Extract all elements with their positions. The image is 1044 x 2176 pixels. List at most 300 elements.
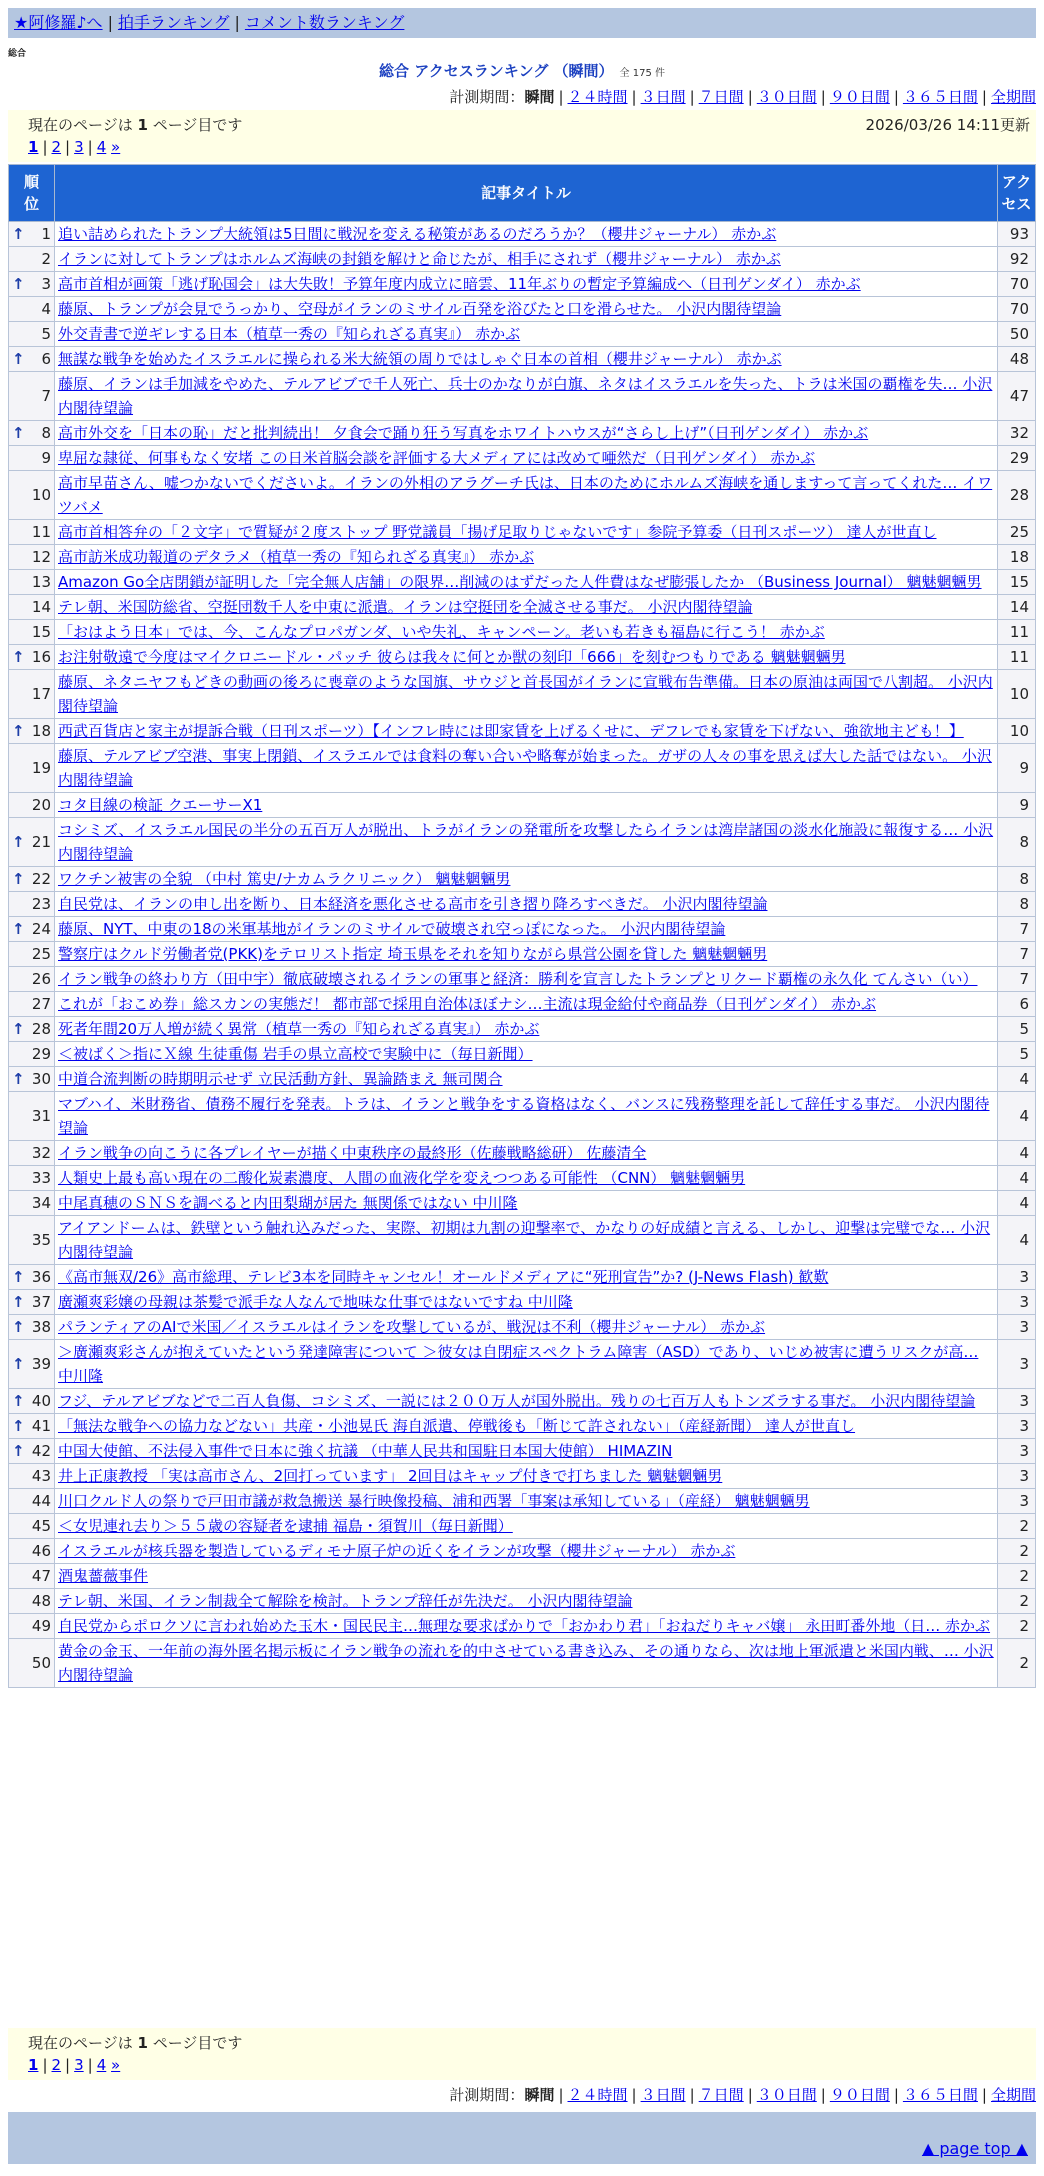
article-title-link[interactable]: 藤原、トランプが会見でうっかり、空母がイランのミサイル百発を浴びたと口を滑らせた。 小沢内閣待望論 (58, 300, 782, 318)
rank-number: 36 (31, 1268, 51, 1286)
rank-up-arrow-icon: ↑ (12, 833, 25, 851)
rank-number: 15 (31, 623, 51, 641)
rank-up-arrow-icon: ↑ (12, 1070, 25, 1088)
period-link-4[interactable]: ３０日間 (756, 88, 817, 106)
pager-next-link[interactable]: » (111, 2056, 121, 2074)
period-link-5[interactable]: ９０日間 (829, 88, 890, 106)
rank-cell (9, 1614, 55, 1639)
table-row (9, 670, 1036, 719)
pager-current-page[interactable]: 1 (28, 2056, 39, 2074)
rank-up-arrow-icon: ↑ (12, 275, 25, 293)
title-cell (55, 670, 998, 719)
pager-page-3[interactable]: 3 (74, 138, 84, 156)
access-count: 7 (998, 942, 1036, 967)
article-title-link[interactable]: 川口クルド人の祭りで戸田市議が救急搬送 暴行映像投稿、浦和西署「事案は承知している」（産経） 魑魅魍魎男 (58, 1492, 810, 1510)
pager-page-2[interactable]: 2 (51, 138, 62, 156)
access-count: 7 (998, 917, 1036, 942)
rank-cell (9, 1589, 55, 1614)
nav-link-clap-ranking[interactable]: 拍手ランキング (117, 13, 230, 32)
header-count-label: アク セス (1001, 173, 1032, 213)
rank-cell (9, 719, 55, 744)
rank-number: 29 (31, 1045, 51, 1063)
table-row (9, 1265, 1036, 1290)
page-info-bottom (8, 2028, 1036, 2080)
rank-cell (9, 892, 55, 917)
title-cell (55, 1539, 998, 1564)
access-count: 47 (998, 372, 1036, 421)
table-row (9, 1141, 1036, 1166)
article-title-link[interactable]: マブハイ、米財務省、債務不履行を発表。トラは、イランと戦争をする資格はなく、バンスに残務整理を託して辞任する事だ。 小沢内閣待望論 (58, 1095, 990, 1137)
period-link-6[interactable]: ３６５日間 (902, 2086, 978, 2104)
access-count: 50 (998, 322, 1036, 347)
rank-number: 17 (31, 685, 51, 703)
title-cell (55, 272, 998, 297)
pager-separator: | (87, 138, 93, 156)
period-link-7[interactable]: 全期間 (990, 2086, 1036, 2104)
access-count: 3 (998, 1439, 1036, 1464)
rank-up-arrow-icon: ↑ (12, 1318, 25, 1336)
rank-number: 28 (31, 1020, 51, 1038)
title-cell (55, 744, 998, 793)
table-row (9, 744, 1036, 793)
article-title-link[interactable]: 藤原、ネタニヤフもどきの動画の後ろに喪章のような国旗、サウジと首長国がイランに宣戦布告準備。日本の原油は両国で八割超。 小沢内閣待望論 (58, 673, 993, 715)
rank-up-arrow-icon: ↑ (12, 424, 25, 442)
rank-up-arrow-icon: ↑ (12, 1293, 25, 1311)
article-title-link[interactable]: お注射敬遠で今度はマイクロニードル・パッチ 彼らは我々に何とか獣の刻印「666」を刻むつもりである 魑魅魍魎男 (58, 648, 846, 666)
rank-cell (9, 1514, 55, 1539)
title-cell (55, 222, 998, 247)
table-row (9, 867, 1036, 892)
article-title-link[interactable]: アイアンドームは、鉄壁という触れ込みだった、実際、初期は九割の迎撃率で、かなりの好成績と言える、しかし、迎撃は完璧でな… 小沢内閣待望論 (58, 1219, 991, 1261)
title-cell (55, 520, 998, 545)
rank-number: 7 (41, 387, 51, 405)
rank-up-arrow-icon: ↑ (12, 225, 25, 243)
rank-up-arrow-icon: ↑ (12, 648, 25, 666)
access-count: 10 (998, 719, 1036, 744)
table-row (9, 272, 1036, 297)
access-count: 2 (998, 1514, 1036, 1539)
article-title-link[interactable]: 人類史上最も高い現在の二酸化炭素濃度、人間の血液化学を変えつつある可能性 （CNN） 魑魅魍魎男 (58, 1169, 746, 1187)
footer-bar (8, 2112, 1036, 2164)
article-title-link[interactable]: ワクチン被害の全貌 （中村 篤史/ナカムラクリニック） 魑魅魍魎男 (58, 870, 511, 888)
access-count: 2 (998, 1564, 1036, 1589)
table-row (9, 372, 1036, 421)
article-title-link[interactable]: 西武百貨店と家主が提訴合戦（日刊スポーツ）【インフレ時には即家賃を上げるくせに、デフレでも家賃を下げない、強欲地主ども！】 (58, 722, 964, 740)
period-selector-top (449, 86, 1036, 107)
period-selector-bottom (449, 2084, 1036, 2105)
period-separator: | (689, 2086, 695, 2104)
table-row (9, 620, 1036, 645)
period-link-2[interactable]: ３日間 (640, 2086, 686, 2104)
article-title-link[interactable]: 死者年間20万人増が続く異常（植草一秀の『知られざる真実』） 赤かぶ (58, 1020, 540, 1038)
rank-number: 6 (41, 350, 51, 368)
rank-number: 46 (31, 1542, 51, 1560)
nav-link-home[interactable]: ★阿修羅♪へ (14, 13, 103, 32)
period-separator: | (893, 88, 899, 106)
rank-cell (9, 545, 55, 570)
access-count: 4 (998, 1191, 1036, 1216)
table-row (9, 520, 1036, 545)
rank-cell (9, 1539, 55, 1564)
article-title-link[interactable]: 藤原、イランは手加減をやめた、テルアビブで千人死亡、兵士のかなりが白旗、ネタはイスラエルを失った、トラは米国の覇権を失… 小沢内閣待望論 (58, 375, 993, 417)
access-count: 3 (998, 1265, 1036, 1290)
title-cell (55, 1564, 998, 1589)
pager-page-2[interactable]: 2 (51, 2056, 62, 2074)
title-cell (55, 322, 998, 347)
rank-cell (9, 1092, 55, 1141)
access-count: 2 (998, 1639, 1036, 1688)
nav-separator: | (234, 13, 240, 32)
period-label: 計測期間： (449, 88, 525, 106)
article-title-link[interactable]: 藤原、テルアビブ空港、事実上閉鎖、イスラエルでは食料の奪い合いや略奪が始まった。ガザの人々の事を思えば大した話ではない。 小沢内閣待望論 (58, 747, 992, 789)
access-count: 9 (998, 744, 1036, 793)
title-cell (55, 1166, 998, 1191)
table-row (9, 545, 1036, 570)
table-row (9, 247, 1036, 272)
article-title-link[interactable]: 酒鬼薔薇事件 (58, 1567, 149, 1585)
article-title-link[interactable]: 卑屈な隷従、何事もなく安堵 この日米首脳会談を評価する大メディアには改めて唖然だ（日刊ゲンダイ） 赤かぶ (58, 449, 816, 467)
pager-page-4[interactable]: 4 (96, 2056, 107, 2074)
table-row (9, 471, 1036, 520)
rank-number: 32 (31, 1144, 51, 1162)
article-title-link[interactable]: 「おはよう日本」では、今、こんなプロパガンダ、いや失礼、キャンペーン。老いも若きも福島に行こう！ 赤かぶ (58, 623, 825, 641)
table-row (9, 1464, 1036, 1489)
total-count: 全 175 件 (619, 68, 665, 79)
rank-cell (9, 967, 55, 992)
pager-next-link[interactable]: » (111, 138, 121, 156)
access-count: 25 (998, 520, 1036, 545)
article-title-link[interactable]: 外交青書で逆ギレする日本（植草一秀の『知られざる真実』） 赤かぶ (58, 325, 521, 343)
rank-cell (9, 595, 55, 620)
rank-cell (9, 272, 55, 297)
table-row (9, 892, 1036, 917)
rank-cell (9, 942, 55, 967)
article-title-link[interactable]: ＜女児連れ去り＞５５歳の容疑者を逮捕 福島・須賀川（毎日新聞） (58, 1517, 513, 1535)
title-cell (55, 1489, 998, 1514)
title-cell (55, 1340, 998, 1389)
pager-separator: | (42, 138, 48, 156)
period-link-6[interactable]: ３６５日間 (902, 88, 978, 106)
pager-separator: | (87, 2056, 93, 2074)
header-rank (9, 165, 55, 222)
table-row (9, 222, 1036, 247)
rank-number: 3 (41, 275, 51, 293)
page-title-block (0, 60, 1044, 81)
article-title-link[interactable]: イスラエルが核兵器を製造しているディモナ原子炉の近くをイランが攻撃（櫻井ジャーナル） 赤かぶ (58, 1542, 736, 1560)
rank-number: 44 (31, 1492, 51, 1510)
rank-cell (9, 620, 55, 645)
period-link-5[interactable]: ９０日間 (829, 2086, 890, 2104)
rank-cell (9, 917, 55, 942)
article-title-link[interactable]: 中国大使館、不法侵入事件で日本に強く抗議 （中華人民共和国駐日本国大使館） HIMAZIN (58, 1442, 673, 1460)
article-title-link[interactable]: 「無法な戦争への協力などない」共産・小池晃氏 海自派遣、停戦後も「断じて許されない」（産経新聞） 達人が世直し (58, 1417, 856, 1435)
updated-timestamp: 2026/03/26 14:11更新 (865, 116, 1030, 134)
current-page-text: 現在のページは 1 ページ目です (28, 2034, 243, 2052)
article-title-link[interactable]: ＜被ばく＞指にＸ線 生徒重傷 岩手の県立高校で実験中に（毎日新聞） (58, 1045, 533, 1063)
title-cell (55, 645, 998, 670)
current-page-number: 1 (137, 116, 148, 134)
article-title-link[interactable]: 無謀な戦争を始めたイスラエルに操られる米大統領の周りではしゃぐ日本の首相（櫻井ジャーナル） 赤かぶ (58, 350, 782, 368)
rank-number: 23 (31, 895, 51, 913)
title-cell (55, 1042, 998, 1067)
rank-cell (9, 297, 55, 322)
period-link-3[interactable]: ７日間 (698, 2086, 744, 2104)
rank-up-arrow-icon: ↑ (12, 1020, 25, 1038)
title-cell (55, 719, 998, 744)
rank-number: 20 (31, 796, 51, 814)
table-row (9, 1017, 1036, 1042)
access-count: 5 (998, 1017, 1036, 1042)
rank-number: 11 (31, 523, 51, 541)
rank-number: 42 (31, 1442, 51, 1460)
title-cell (55, 1191, 998, 1216)
table-row (9, 1414, 1036, 1439)
access-count: 3 (998, 1340, 1036, 1389)
rank-cell (9, 247, 55, 272)
rank-number: 45 (31, 1517, 51, 1535)
title-cell (55, 942, 998, 967)
rank-number: 47 (31, 1567, 51, 1585)
article-title-link[interactable]: イラン戦争の終わり方（田中宇）徹底破壊されるイランの軍事と経済：勝利を宣言したトランプとリクード覇権の永久化 てんさい（い） (58, 970, 978, 988)
pager-page-4[interactable]: 4 (96, 138, 107, 156)
title-cell (55, 793, 998, 818)
rank-up-arrow-icon: ↑ (12, 920, 25, 938)
rank-up-arrow-icon: ↑ (12, 1355, 25, 1373)
rank-cell (9, 1216, 55, 1265)
article-title-link[interactable]: コシミズ、イスラエル国民の半分の五百万人が脱出、トラがイランの発電所を攻撃したらイランは湾岸諸国の淡水化施設に報復する… 小沢内閣待望論 (58, 821, 994, 863)
title-cell (55, 595, 998, 620)
current-page-number: 1 (137, 2034, 148, 2052)
rank-up-arrow-icon: ↑ (12, 1392, 25, 1410)
period-separator: | (981, 88, 987, 106)
access-count: 4 (998, 1067, 1036, 1092)
table-row (9, 793, 1036, 818)
article-title-link[interactable]: 追い詰められたトランプ大統領は5日間に戦況を変える秘策があるのだろうか？（櫻井ジャーナル） 赤かぶ (58, 225, 777, 243)
rank-cell (9, 1017, 55, 1042)
table-row (9, 446, 1036, 471)
table-row (9, 1389, 1036, 1414)
title-cell (55, 1141, 998, 1166)
rank-cell (9, 1315, 55, 1340)
rank-cell (9, 1067, 55, 1092)
title-cell (55, 1464, 998, 1489)
article-title-link[interactable]: これが「おこめ券」総スカンの実態だ！ 都市部で採用自治体ほぼナシ…主流は現金給付や商品券（日刊ゲンダイ） 赤かぶ (58, 995, 877, 1013)
title-cell (55, 1017, 998, 1042)
rank-number: 35 (31, 1231, 51, 1249)
access-count: 4 (998, 1216, 1036, 1265)
table-row (9, 942, 1036, 967)
rank-number: 21 (31, 833, 51, 851)
article-title-link[interactable]: 中道合流判断の時期明示せず 立民活動方針、異論踏まえ 無司関合 (58, 1070, 503, 1088)
article-title-link[interactable]: 《高市無双/26》高市総理、テレビ3本を同時キャンセル！オールドメディアに“死刑宣告”か? (J-News Flash) 歓歎 (58, 1268, 829, 1286)
period-separator: | (689, 88, 695, 106)
table-row (9, 595, 1036, 620)
pager-current-page[interactable]: 1 (28, 138, 39, 156)
table-row (9, 1216, 1036, 1265)
table-row (9, 1166, 1036, 1191)
table-row (9, 1067, 1036, 1092)
title-cell (55, 1216, 998, 1265)
rank-up-arrow-icon: ↑ (12, 1417, 25, 1435)
access-count: 11 (998, 620, 1036, 645)
access-count: 70 (998, 272, 1036, 297)
rank-cell (9, 1141, 55, 1166)
access-count: 3 (998, 1464, 1036, 1489)
article-title-link[interactable]: イラン戦争の向こうに各プレイヤーが描く中東秩序の最終形（佐藤戦略総研） 佐藤清全 (58, 1144, 647, 1162)
title-cell (55, 570, 998, 595)
access-count: 2 (998, 1589, 1036, 1614)
article-title-link[interactable]: 警察庁はクルド労働者党(PKK)をテロリスト指定 埼玉県をそれを知りながら県営公園を貸した 魑魅魍魎男 (58, 945, 768, 963)
rank-cell (9, 347, 55, 372)
table-row (9, 1340, 1036, 1389)
rank-number: 16 (31, 648, 51, 666)
article-title-link[interactable]: 井上正康教授 「実は高市さん、2回打っています」 2回目はキャップ付きで打ちました 魑魅魍魎男 (58, 1467, 723, 1485)
rank-cell (9, 1389, 55, 1414)
rank-cell (9, 1290, 55, 1315)
period-link-2[interactable]: ３日間 (640, 88, 686, 106)
access-count: 3 (998, 1389, 1036, 1414)
table-row (9, 1589, 1036, 1614)
table-row (9, 1639, 1036, 1688)
article-title-link[interactable]: パランティアのAIで米国／イスラエルはイランを攻撃しているが、戦況は不利（櫻井ジャーナル） 赤かぶ (58, 1318, 766, 1336)
article-title-link[interactable]: 高市早苗さん、嘘つかないでくださいよ。イランの外相のアラグーチ氏は、日本のためにホルムズ海峡を通しますって言ってくれた… イワツバメ (58, 474, 993, 516)
title-cell (55, 620, 998, 645)
table-row (9, 1191, 1036, 1216)
period-link-1[interactable]: ２４時間 (567, 88, 628, 106)
rank-number: 48 (31, 1592, 51, 1610)
article-title-link[interactable]: イランに対してトランプはホルムズ海峡の封鎖を解けと命じたが、相手にされず（櫻井ジャーナル） 赤かぶ (58, 250, 781, 268)
access-count: 8 (998, 867, 1036, 892)
header-rank-label: 順 位 (23, 173, 39, 213)
rank-number: 8 (41, 424, 51, 442)
rank-number: 24 (31, 920, 51, 938)
title-cell (55, 1639, 998, 1688)
rank-cell (9, 372, 55, 421)
page-top-link[interactable]: ▲ page top ▲ (921, 2139, 1028, 2158)
article-title-link[interactable]: 高市首相答弁の「２文字」で質疑が２度ストップ 野党議員「揚げ足取りじゃないです」参院予算委（日刊スポーツ） 達人が世直し (58, 523, 937, 541)
rank-cell (9, 793, 55, 818)
access-count: 32 (998, 421, 1036, 446)
rank-number: 18 (31, 722, 51, 740)
table-row (9, 1564, 1036, 1589)
access-count: 15 (998, 570, 1036, 595)
rank-number: 9 (41, 449, 51, 467)
period-separator: | (981, 2086, 987, 2104)
title-cell (55, 471, 998, 520)
current-page-text: 現在のページは 1 ページ目です (28, 116, 243, 134)
period-link-7[interactable]: 全期間 (990, 88, 1036, 106)
article-title-link[interactable]: Amazon Go全店閉鎖が証明した「完全無人店舗」の限界…削減のはずだった人件費はなぜ膨張したか （Business Journal） 魑魅魍魎男 (58, 573, 982, 591)
rank-up-arrow-icon: ↑ (12, 722, 25, 740)
title-cell (55, 892, 998, 917)
period-separator: | (820, 88, 826, 106)
title-cell (55, 917, 998, 942)
rank-cell (9, 520, 55, 545)
period-link-4[interactable]: ３０日間 (756, 2086, 817, 2104)
rank-number: 49 (31, 1617, 51, 1635)
period-link-3[interactable]: ７日間 (698, 88, 744, 106)
article-title-link[interactable]: フジ、テルアビブなどで二百人負傷、コシミズ、一説には２００万人が国外脱出。残りの七百万人もトンズラする事だ。 小沢内閣待望論 (58, 1392, 976, 1410)
rank-cell (9, 1464, 55, 1489)
header-title: 記事タイトル (55, 165, 998, 222)
page-info-top (8, 110, 1036, 162)
rank-cell (9, 818, 55, 867)
top-nav-bar (8, 8, 1036, 38)
article-title-link[interactable]: コタ目線の検証 クエーサーX1 (58, 796, 263, 814)
article-title-link[interactable]: 高市首相が画策「逃げ恥国会」は大失敗！予算年度内成立に暗雲、11年ぶりの暫定予算編成へ（日刊ゲンダイ） 赤かぶ (58, 275, 861, 293)
rank-number: 13 (31, 573, 51, 591)
nav-link-comment-ranking[interactable]: コメント数ランキング (244, 13, 405, 32)
table-row (9, 1290, 1036, 1315)
header-count (998, 165, 1036, 222)
access-count: 18 (998, 545, 1036, 570)
table-row (9, 1489, 1036, 1514)
article-title-link[interactable]: テレ朝、米国、イラン制裁全て解除を検討。トランプ辞任が先決だ。 小沢内閣待望論 (58, 1592, 633, 1610)
article-title-link[interactable]: ＞廣瀬爽彩さんが抱えていたという発達障害について ＞彼女は自閉症スペクトラム障害（ASD）であり、いじめ被害に遭うリスクが高… 中川隆 (58, 1343, 979, 1385)
access-count: 11 (998, 645, 1036, 670)
title-cell (55, 1589, 998, 1614)
access-count: 3 (998, 1489, 1036, 1514)
article-title-link[interactable]: 自民党からポロクソに言われ始めた玉木・国民民主…無理な要求ばかりで「おかわり君」「おねだりキャバ嬢」 永田町番外地（日… 赤かぶ (58, 1617, 991, 1635)
rank-cell (9, 867, 55, 892)
article-title-link[interactable]: 高市訪米成功報道のデタラメ（植草一秀の『知られざる真実』） 赤かぶ (58, 548, 535, 566)
table-row (9, 347, 1036, 372)
table-row (9, 645, 1036, 670)
access-count: 6 (998, 992, 1036, 1017)
period-label: 計測期間： (449, 2086, 525, 2104)
title-cell (55, 347, 998, 372)
article-title-link[interactable]: テレ朝、米国防総省、空挺団数千人を中東に派遣。イランは空挺団を全滅させる事だ。 小沢内閣待望論 (58, 598, 753, 616)
period-separator: | (893, 2086, 899, 2104)
table-row (9, 322, 1036, 347)
access-count: 4 (998, 1141, 1036, 1166)
rank-cell (9, 1639, 55, 1688)
article-title-link[interactable]: 廣瀬爽彩嬢の母親は茶髪で派手な人なんで地味な仕事ではないですね 中川隆 (58, 1293, 573, 1311)
access-count: 29 (998, 446, 1036, 471)
access-count: 2 (998, 1614, 1036, 1639)
period-current: 瞬間 (524, 2086, 555, 2104)
rank-cell (9, 1564, 55, 1589)
title-cell (55, 992, 998, 1017)
period-link-1[interactable]: ２４時間 (567, 2086, 628, 2104)
access-count: 10 (998, 670, 1036, 719)
rank-number: 40 (31, 1392, 51, 1410)
access-count: 28 (998, 471, 1036, 520)
rank-number: 26 (31, 970, 51, 988)
pager-page-3[interactable]: 3 (74, 2056, 84, 2074)
rank-cell (9, 1439, 55, 1464)
article-title-link[interactable]: 中尾真穂のＳＮＳを調べると内田梨瑚が居た 無関係ではない 中川隆 (58, 1194, 518, 1212)
article-title-link[interactable]: 黄金の金玉、一年前の海外匿名掲示板にイラン戦争の流れを的中させている書き込み、その通りなら、次は地上軍派遣と米国内戦、… 小沢内閣待望論 (58, 1642, 994, 1684)
rank-number: 4 (41, 300, 51, 318)
article-title-link[interactable]: 自民党は、イランの申し出を断り、日本経済を悪化させる高市を引き摺り降ろすべきだ。 小沢内閣待望論 (58, 895, 768, 913)
article-title-link[interactable]: 高市外交を「日本の恥」だと批判続出！ 夕食会で踊り狂う写真をホワイトハウスが“さらし上げ”（日刊ゲンダイ） 赤かぶ (58, 424, 869, 442)
rank-up-arrow-icon: ↑ (12, 350, 25, 368)
rank-number: 38 (31, 1318, 51, 1336)
access-count: 4 (998, 1092, 1036, 1141)
access-count: 48 (998, 347, 1036, 372)
title-cell (55, 297, 998, 322)
pager-top (28, 136, 1016, 158)
rank-up-arrow-icon: ↑ (12, 1268, 25, 1286)
table-row (9, 992, 1036, 1017)
article-title-link[interactable]: 藤原、NYT、中東の18の米軍基地がイランのミサイルで破壊され空っぽになった。 小沢内閣待望論 (58, 920, 726, 938)
title-cell (55, 421, 998, 446)
rank-number: 30 (31, 1070, 51, 1088)
rank-number: 37 (31, 1293, 51, 1311)
table-row (9, 421, 1036, 446)
rank-number: 41 (31, 1417, 51, 1435)
